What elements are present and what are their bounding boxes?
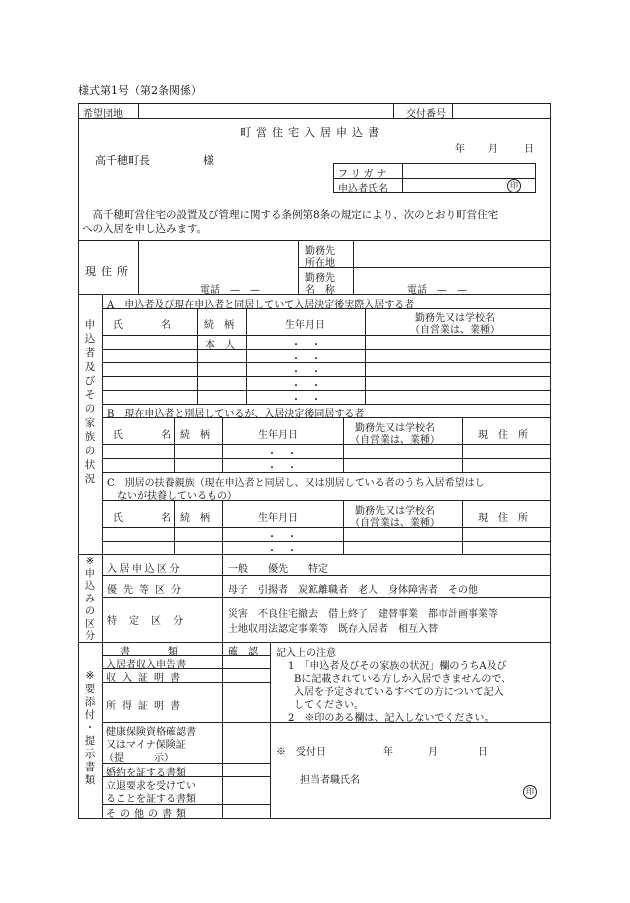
b-row1-dots: ・ ・: [267, 449, 297, 460]
doc-income-declaration: 入居者収入申告書: [106, 660, 186, 671]
b-col-address: 現 住 所: [478, 430, 528, 441]
date-month: 月: [488, 144, 498, 155]
documents-col-check: 確 認: [228, 647, 258, 658]
work-name-label-1: 勤務先: [305, 273, 335, 284]
c-row2-dots: ・ ・: [267, 546, 297, 557]
b-row2-dots: ・ ・: [267, 463, 297, 474]
doc-insurance-2: 又はマイナ保険証: [106, 740, 186, 751]
date-year: 年: [455, 144, 465, 155]
doc-eviction-1: 立退要求を受けてい: [106, 781, 196, 792]
a-row4-dots: ・ ・: [291, 381, 321, 392]
work-name-label-2: 名 称: [305, 285, 335, 296]
c-col-name: 氏 名: [113, 513, 173, 524]
receipt-day: 日: [478, 747, 488, 758]
addressee-name: 高千穂町長: [95, 154, 150, 167]
receipt-month: 月: [428, 747, 438, 758]
doc-tax-certificate: 所得証明書: [106, 701, 186, 712]
addressee-honorific: 様: [203, 154, 214, 167]
c-col-work-2: （自営業は、業種）: [350, 518, 440, 529]
section-b-title: B 現在申込者と別居しているが、入居決定後同居する者: [107, 409, 365, 420]
doc-marriage: 婚約を証する書類: [106, 768, 186, 779]
note-1-line-4: してください。: [294, 700, 364, 711]
a-col-work-2: （自営業は、業種）: [410, 325, 500, 336]
doc-insurance-1: 健康保険資格確認書: [106, 727, 196, 738]
furigana-label: フリガナ: [338, 169, 390, 180]
home-phone: 電話 — —: [200, 285, 260, 296]
a-col-birth: 生年月日: [285, 320, 325, 331]
c-col-work-1: 勤務先又は学校名: [355, 506, 435, 517]
issue-number-label: 交付番号: [406, 109, 446, 120]
b-col-work-1: 勤務先又は学校名: [355, 423, 435, 434]
work-phone: 電話 — —: [407, 285, 467, 296]
c-col-birth: 生年月日: [258, 513, 298, 524]
b-col-work-2: （自営業は、業種）: [350, 435, 440, 446]
form-title: 町営住宅入居申込書: [240, 126, 384, 139]
receipt-year: 年: [383, 747, 393, 758]
c-row1-dots: ・ ・: [267, 532, 297, 543]
current-address-label: 現住所: [85, 265, 133, 278]
application-category-value: 一般 優先 特定: [228, 564, 328, 575]
receipt-date-label: ※ 受付日: [276, 747, 326, 758]
note-2: 2 ※印のある欄は、記入しないでください。: [288, 713, 495, 724]
note-1-line-3: 入居を予定されているすべての方について記入: [294, 687, 504, 698]
work-address-label-2: 所在地: [305, 258, 335, 269]
category-side-label: ※ 申 込 み の 区 分: [85, 556, 95, 642]
doc-eviction-2: ることを証する書類: [106, 794, 196, 805]
documents-col-type: 書 類: [120, 647, 180, 658]
priority-category-label: 優先等区分: [107, 585, 187, 596]
desired-complex-label: 希望団地: [83, 109, 123, 120]
priority-category-value: 母子 引揚者 炭鉱離職者 老人 身体障害者 その他: [228, 585, 478, 596]
a-col-name: 氏 名: [113, 320, 173, 331]
application-category-label: 入居申込区分: [107, 564, 182, 575]
note-1-line-2: Bに記載されている方しか入居できませんので、: [294, 674, 512, 685]
c-col-address: 現 住 所: [478, 513, 528, 524]
doc-income-certificate: 収入証明書: [106, 673, 186, 684]
a-row2-dots: ・ ・: [291, 354, 321, 365]
c-col-relation: 続 柄: [180, 513, 210, 524]
special-category-label: 特定区分: [107, 616, 195, 627]
a-self-relation: 本 人: [205, 340, 235, 351]
a-row3-dots: ・ ・: [291, 367, 321, 378]
staff-name-label: 担当者職氏名: [300, 775, 360, 786]
note-1-line-1: 1 「申込者及びその家族の状況」欄のうちA及び: [288, 661, 507, 672]
b-col-name: 氏 名: [113, 430, 173, 441]
a-col-work-1: 勤務先又は学校名: [415, 313, 495, 324]
family-side-label: 申 込 者 及 び そ の 家 族 の 状 況: [84, 319, 96, 485]
section-c-title-2: ないが扶養しているもの）: [117, 491, 237, 502]
seal-mark: 印: [507, 179, 521, 193]
b-col-relation: 続 柄: [180, 430, 210, 441]
b-col-birth: 生年月日: [258, 430, 298, 441]
a-row5-dots: ・ ・: [291, 395, 321, 406]
special-category-value-2: 土地収用法認定事業等 既存入居者 相互入替: [228, 624, 438, 635]
notes-title: 記入上の注意: [276, 648, 336, 659]
doc-other: その他の書類: [106, 809, 190, 820]
intro-line-2: への入居を申し込みます。: [82, 223, 208, 235]
a-row1-dots: ・ ・: [291, 340, 321, 351]
documents-side-label: ※ 要 添 付 ・ 提 示 書 類: [84, 670, 96, 786]
section-a-title: A 申込者及び現在申込者と同居していて入居決定後実際入居する者: [107, 300, 415, 311]
doc-insurance-3: （提 示）: [104, 753, 174, 764]
intro-line-1: 高千穂町営住宅の設置及び管理に関する条例第8条の規定により、次のとおり町営住宅: [82, 209, 499, 221]
work-address-label-1: 勤務先: [305, 246, 335, 257]
special-category-value-1: 災害 不良住宅撤去 借上終了 建替事業 都市計画事業等: [228, 609, 498, 620]
date-day: 日: [524, 144, 534, 155]
applicant-name-label: 申込者氏名: [338, 184, 388, 195]
section-c-title-1: C 別居の扶養親族（現在申込者と同居し、又は別居している者のうち入居希望はし: [107, 478, 485, 489]
form-label: 様式第1号（第2条関係）: [78, 84, 202, 97]
staff-seal-mark: 印: [523, 785, 537, 799]
a-col-relation: 続 柄: [204, 320, 234, 331]
